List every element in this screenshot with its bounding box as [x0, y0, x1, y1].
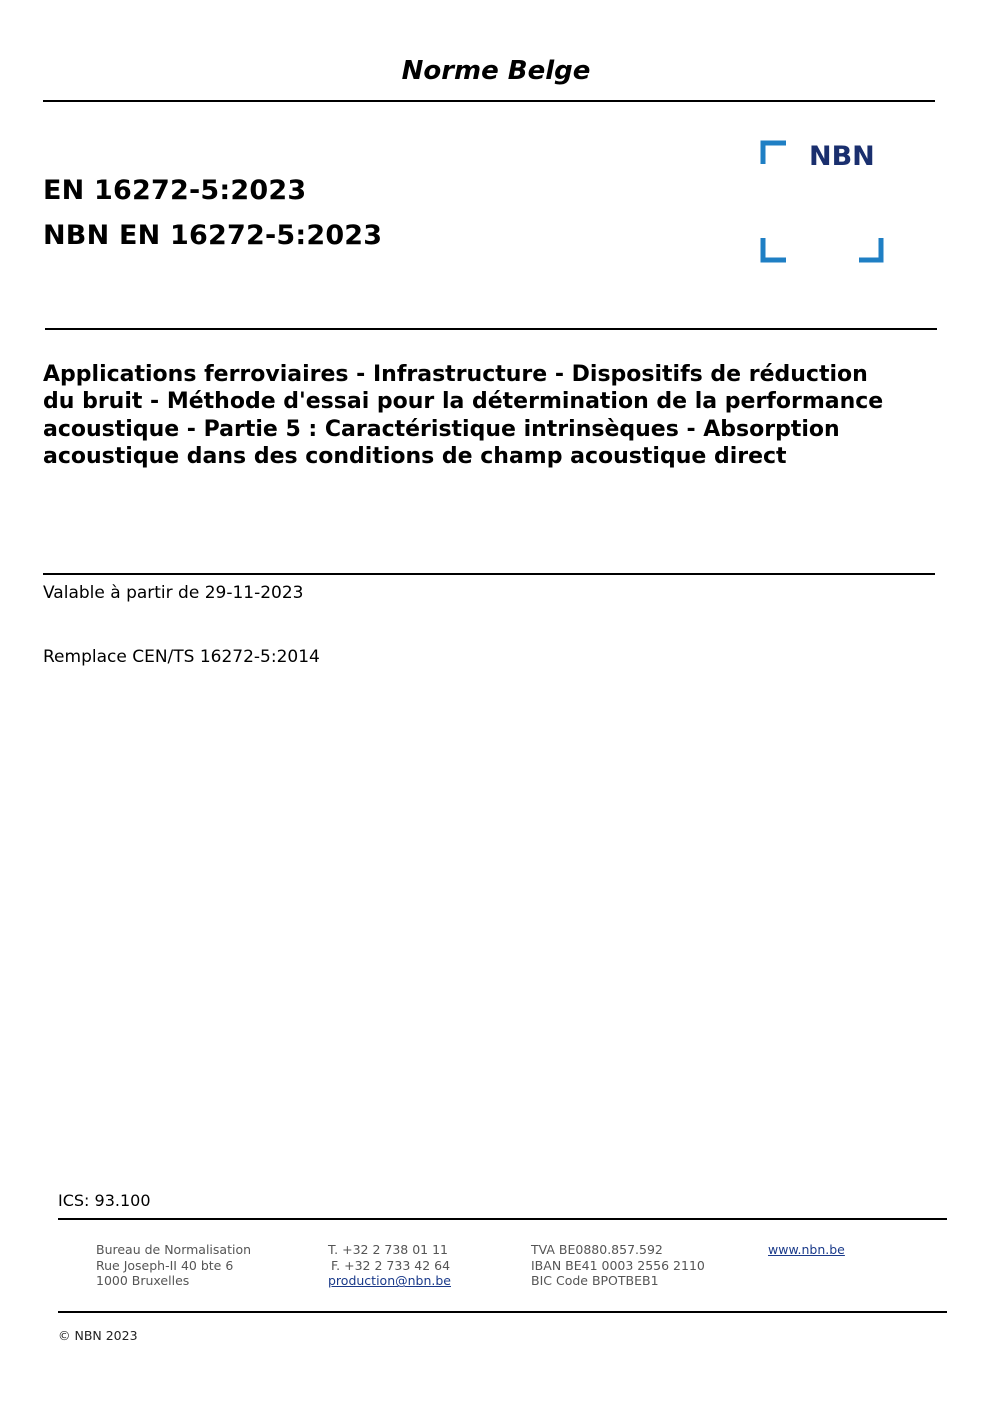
footer-address [96, 1242, 251, 1289]
footer-website [768, 1242, 845, 1258]
document-title: Applications ferroviaires - Infrastructure - Dispositifs de réduction du bruit - Méthode d'essai pour la détermination de la performance acoustique - Partie 5 : Caractéristique intrinsèques - Absorption acoustique dans des conditions de champ acoustique direct [43, 362, 884, 469]
website-link[interactable]: www.nbn.be [768, 1242, 845, 1257]
logo-bracket-bottom-left [763, 238, 786, 260]
bank-line: IBAN BE41 0003 2556 2110 [531, 1257, 705, 1273]
address-line: 1000 Bruxelles [96, 1273, 190, 1289]
nbn-logo [760, 140, 886, 264]
fax-number: F. +32 2 733 42 64 [331, 1257, 451, 1273]
validity-date: Valable à partir de 29-11-2023 [43, 583, 304, 603]
bank-line: BIC Code BPOTBEB1 [531, 1273, 659, 1289]
footer-bank [531, 1242, 705, 1289]
header-title: Norme Belge [401, 56, 591, 86]
logo-bracket-top-left [763, 143, 786, 164]
title-bottom-divider [43, 573, 935, 575]
email-link[interactable]: production@nbn.be [328, 1273, 451, 1289]
footer-contact [328, 1242, 451, 1289]
copyright: © NBN 2023 [58, 1328, 138, 1343]
title-top-divider [45, 328, 937, 330]
nbn-logo-graphic [760, 140, 886, 264]
standard-code-en: EN 16272-5:2023 [43, 175, 307, 206]
bank-line: TVA BE0880.857.592 [531, 1242, 663, 1257]
standard-code-nbn: NBN EN 16272-5:2023 [43, 220, 383, 251]
footer-bottom-divider [58, 1311, 947, 1313]
address-line: Bureau de Normalisation [96, 1242, 252, 1257]
footer-top-divider [58, 1218, 947, 1220]
logo-text: NBN [809, 141, 875, 172]
logo-bracket-bottom-right [859, 238, 881, 260]
ics-code: ICS: 93.100 [58, 1191, 151, 1210]
phone-number: T. +32 2 738 01 11 [328, 1242, 448, 1257]
replaces-standard: Remplace CEN/TS 16272-5:2014 [43, 647, 320, 667]
header-divider [43, 100, 935, 102]
address-line: Rue Joseph-II 40 bte 6 [96, 1257, 234, 1273]
